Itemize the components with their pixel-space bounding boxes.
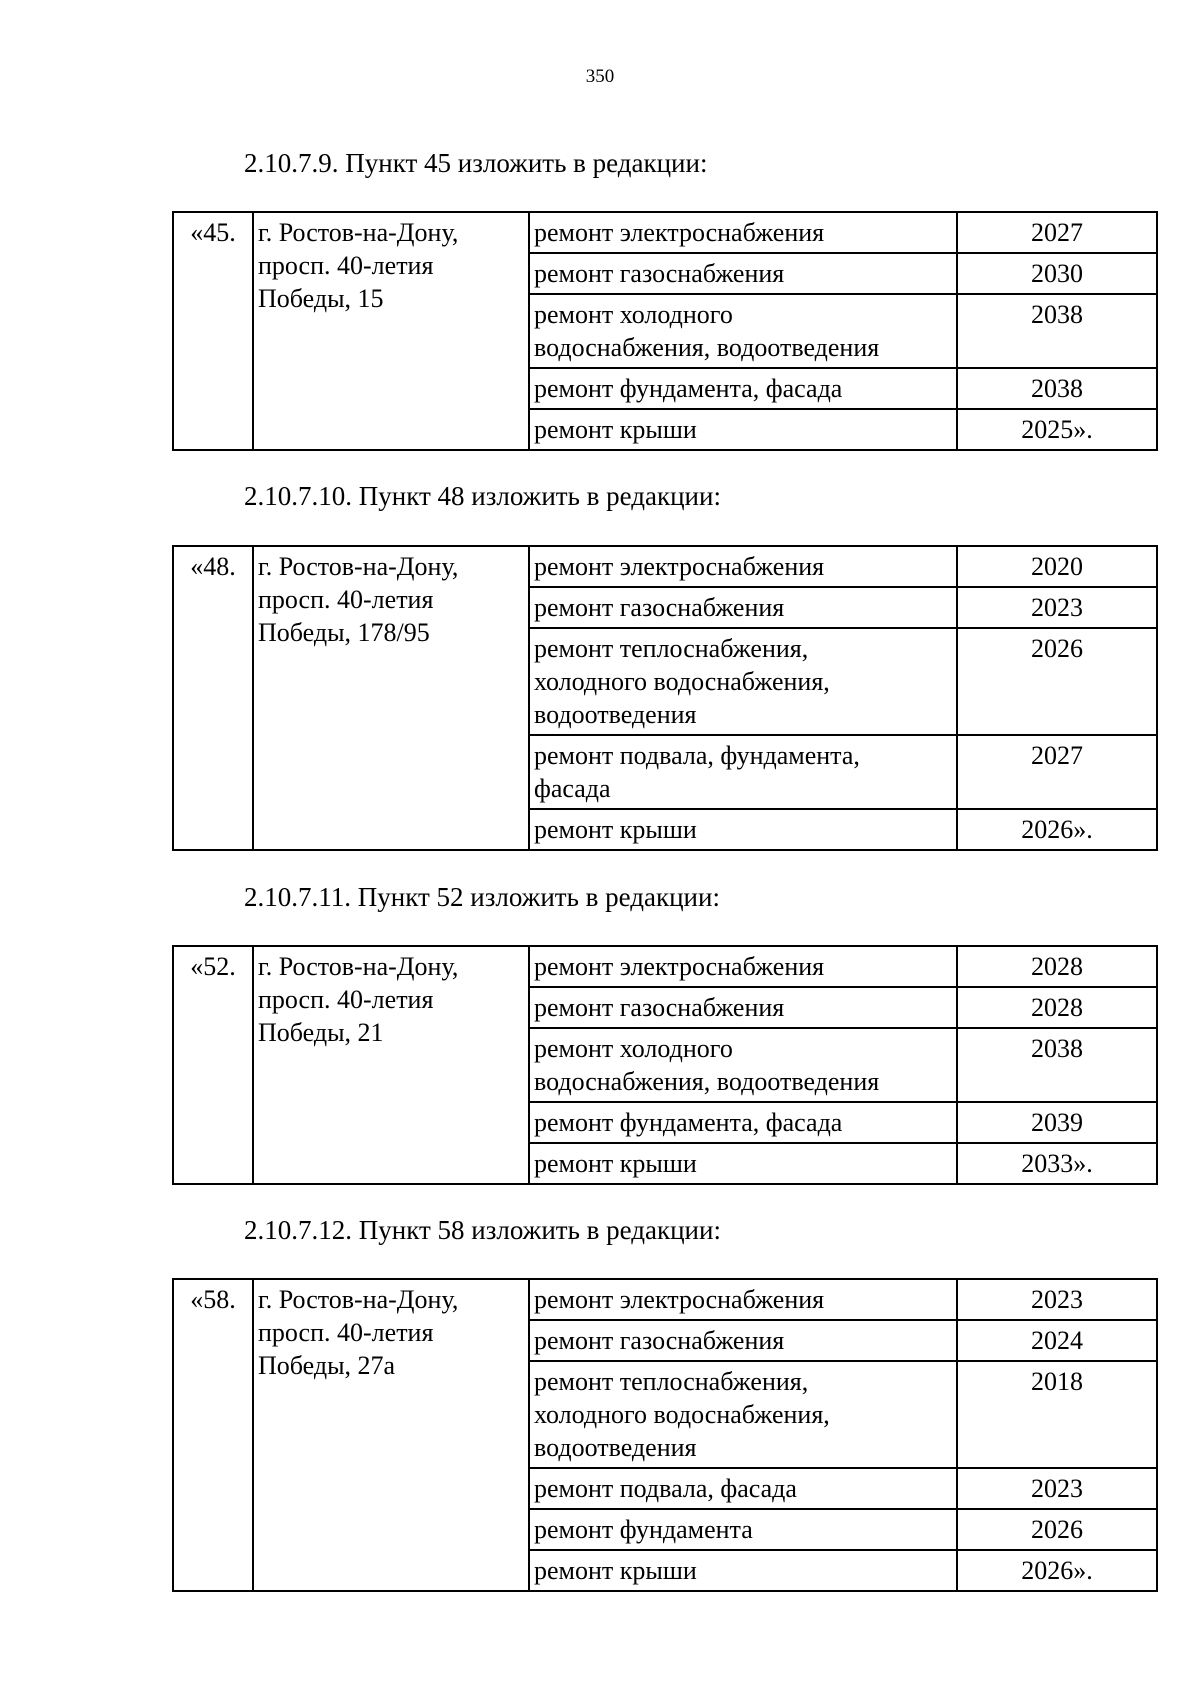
amendment-table-48 — [172, 545, 1158, 851]
year-cell: 2038 — [957, 1028, 1157, 1102]
address-cell: г. Ростов-на-Дону, просп. 40-летия Победы, 21 — [253, 946, 529, 1184]
year-cell: 2026». — [957, 809, 1157, 850]
work-cell: ремонт фундамента, фасада — [529, 1102, 957, 1143]
address-cell: г. Ростов-на-Дону, просп. 40-летия Победы, 27а — [253, 1279, 529, 1591]
year-cell: 2033». — [957, 1143, 1157, 1184]
year-cell: 2038 — [957, 368, 1157, 409]
item-number: «58. — [173, 1279, 253, 1591]
work-cell: ремонт газоснабжения — [529, 253, 957, 294]
year-cell: 2023 — [957, 1468, 1157, 1509]
address-cell: г. Ростов-на-Дону, просп. 40-летия Победы, 178/95 — [253, 546, 529, 850]
year-cell: 2018 — [957, 1361, 1157, 1468]
work-cell: ремонт электроснабжения — [529, 1279, 957, 1320]
year-cell: 2030 — [957, 253, 1157, 294]
work-cell: ремонт электроснабжения — [529, 546, 957, 587]
section-heading-58: 2.10.7.12. Пункт 58 изложить в редакции: — [244, 1215, 721, 1245]
work-cell: ремонт фундамента, фасада — [529, 368, 957, 409]
work-cell: ремонт подвала, фасада — [529, 1468, 957, 1509]
table-row — [173, 212, 1157, 253]
section-heading-48: 2.10.7.10. Пункт 48 изложить в редакции: — [244, 481, 721, 511]
item-number: «48. — [173, 546, 253, 850]
work-cell: ремонт фундамента — [529, 1509, 957, 1550]
year-cell: 2026 — [957, 1509, 1157, 1550]
work-cell: ремонт теплоснабжения, холодного водоснабжения, водоотведения — [529, 628, 957, 735]
item-number: «52. — [173, 946, 253, 1184]
table-row — [173, 946, 1157, 987]
work-cell: ремонт крыши — [529, 809, 957, 850]
address-cell: г. Ростов-на-Дону, просп. 40-летия Победы, 15 — [253, 212, 529, 450]
year-cell: 2020 — [957, 546, 1157, 587]
work-cell: ремонт электроснабжения — [529, 946, 957, 987]
year-cell: 2026». — [957, 1550, 1157, 1591]
year-cell: 2028 — [957, 987, 1157, 1028]
year-cell: 2023 — [957, 1279, 1157, 1320]
section-heading-52: 2.10.7.11. Пункт 52 изложить в редакции: — [244, 882, 720, 912]
year-cell: 2038 — [957, 294, 1157, 368]
year-cell: 2028 — [957, 946, 1157, 987]
item-number: «45. — [173, 212, 253, 450]
work-cell: ремонт крыши — [529, 1143, 957, 1184]
work-cell: ремонт газоснабжения — [529, 587, 957, 628]
year-cell: 2025». — [957, 409, 1157, 450]
year-cell: 2026 — [957, 628, 1157, 735]
work-cell: ремонт холодного водоснабжения, водоотведения — [529, 294, 957, 368]
section-heading-45: 2.10.7.9. Пункт 45 изложить в редакции: — [244, 148, 708, 178]
table-row — [173, 1279, 1157, 1320]
year-cell: 2023 — [957, 587, 1157, 628]
table-row — [173, 546, 1157, 587]
year-cell: 2027 — [957, 735, 1157, 809]
amendment-table-45 — [172, 211, 1158, 451]
year-cell: 2039 — [957, 1102, 1157, 1143]
work-cell: ремонт электроснабжения — [529, 212, 957, 253]
amendment-table-58 — [172, 1278, 1158, 1592]
work-cell: ремонт крыши — [529, 409, 957, 450]
page-number: 350 — [585, 66, 615, 87]
work-cell: ремонт подвала, фундамента, фасада — [529, 735, 957, 809]
amendment-table-52 — [172, 945, 1158, 1185]
work-cell: ремонт теплоснабжения, холодного водоснабжения, водоотведения — [529, 1361, 957, 1468]
work-cell: ремонт холодного водоснабжения, водоотведения — [529, 1028, 957, 1102]
work-cell: ремонт крыши — [529, 1550, 957, 1591]
year-cell: 2027 — [957, 212, 1157, 253]
work-cell: ремонт газоснабжения — [529, 1320, 957, 1361]
year-cell: 2024 — [957, 1320, 1157, 1361]
work-cell: ремонт газоснабжения — [529, 987, 957, 1028]
